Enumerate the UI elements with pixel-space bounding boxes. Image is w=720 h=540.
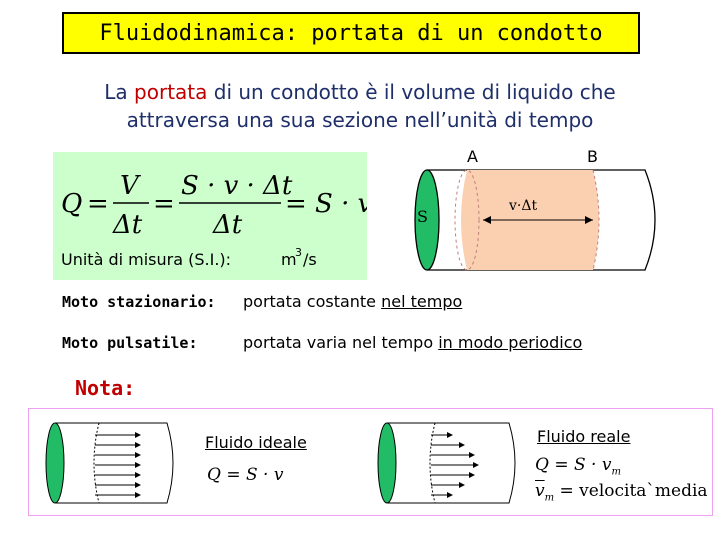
note-box — [28, 408, 713, 516]
note-label: Nota: — [75, 376, 136, 400]
formula-dt-2: Δt — [213, 210, 243, 240]
formula-graphic — [53, 152, 367, 280]
real-fluid-pipe — [369, 415, 529, 510]
slide-title-box — [62, 12, 640, 54]
units-exponent: 3 — [295, 246, 302, 259]
units-value: m — [281, 250, 297, 269]
flow-pulsatile-term: Moto pulsatile: — [62, 334, 198, 352]
real-pipe-inlet — [378, 423, 396, 503]
label-b: B — [587, 147, 598, 166]
ideal-fluid-pipe — [37, 415, 187, 510]
label-vdt: v·Δt — [509, 198, 538, 214]
pipe-diagram — [405, 140, 685, 280]
slide-title: Fluidodinamica: portata di un condotto — [99, 20, 603, 46]
intro-prefix: La — [104, 80, 135, 104]
formula-box — [53, 152, 367, 280]
flow-stationary-desc: portata costante nel tempo — [243, 292, 463, 311]
formula-q: Q — [61, 189, 83, 219]
formula-v: V — [120, 171, 139, 201]
formula-eq-1: = — [87, 189, 109, 219]
real-fluid-def: $\overline{v}_m$ = velocita`media — [535, 481, 708, 504]
ideal-fluid-formula: Q = S · v — [207, 465, 284, 485]
flow-stationary-term: Moto stazionario: — [62, 293, 216, 311]
real-fluid-formula: $Q = S \cdot v_m$ — [535, 455, 621, 478]
label-a: A — [467, 147, 478, 166]
formula-numerator: S · v · Δt — [181, 171, 293, 201]
ideal-fluid-title: Fluido ideale — [205, 433, 307, 452]
units-label: Unità di misura (S.I.): — [61, 250, 232, 269]
intro-text — [40, 78, 680, 134]
real-fluid-title: Fluido reale — [537, 427, 631, 446]
formula-eq-2: = — [153, 189, 175, 219]
intro-line2: attraversa una sua sezione nell’unità di tempo — [126, 108, 594, 132]
flow-pulsatile-desc: portata varia nel tempo in modo periodico — [243, 333, 583, 352]
intro-highlight: portata — [134, 80, 208, 104]
formula-dt-1: Δt — [113, 210, 143, 240]
ideal-pipe-inlet — [46, 423, 64, 503]
label-s: S — [417, 207, 428, 226]
units-suffix: /s — [303, 250, 317, 269]
formula-result: = S · v — [285, 189, 367, 219]
intro-rest: di un condotto è il volume di liquido che — [207, 80, 616, 104]
